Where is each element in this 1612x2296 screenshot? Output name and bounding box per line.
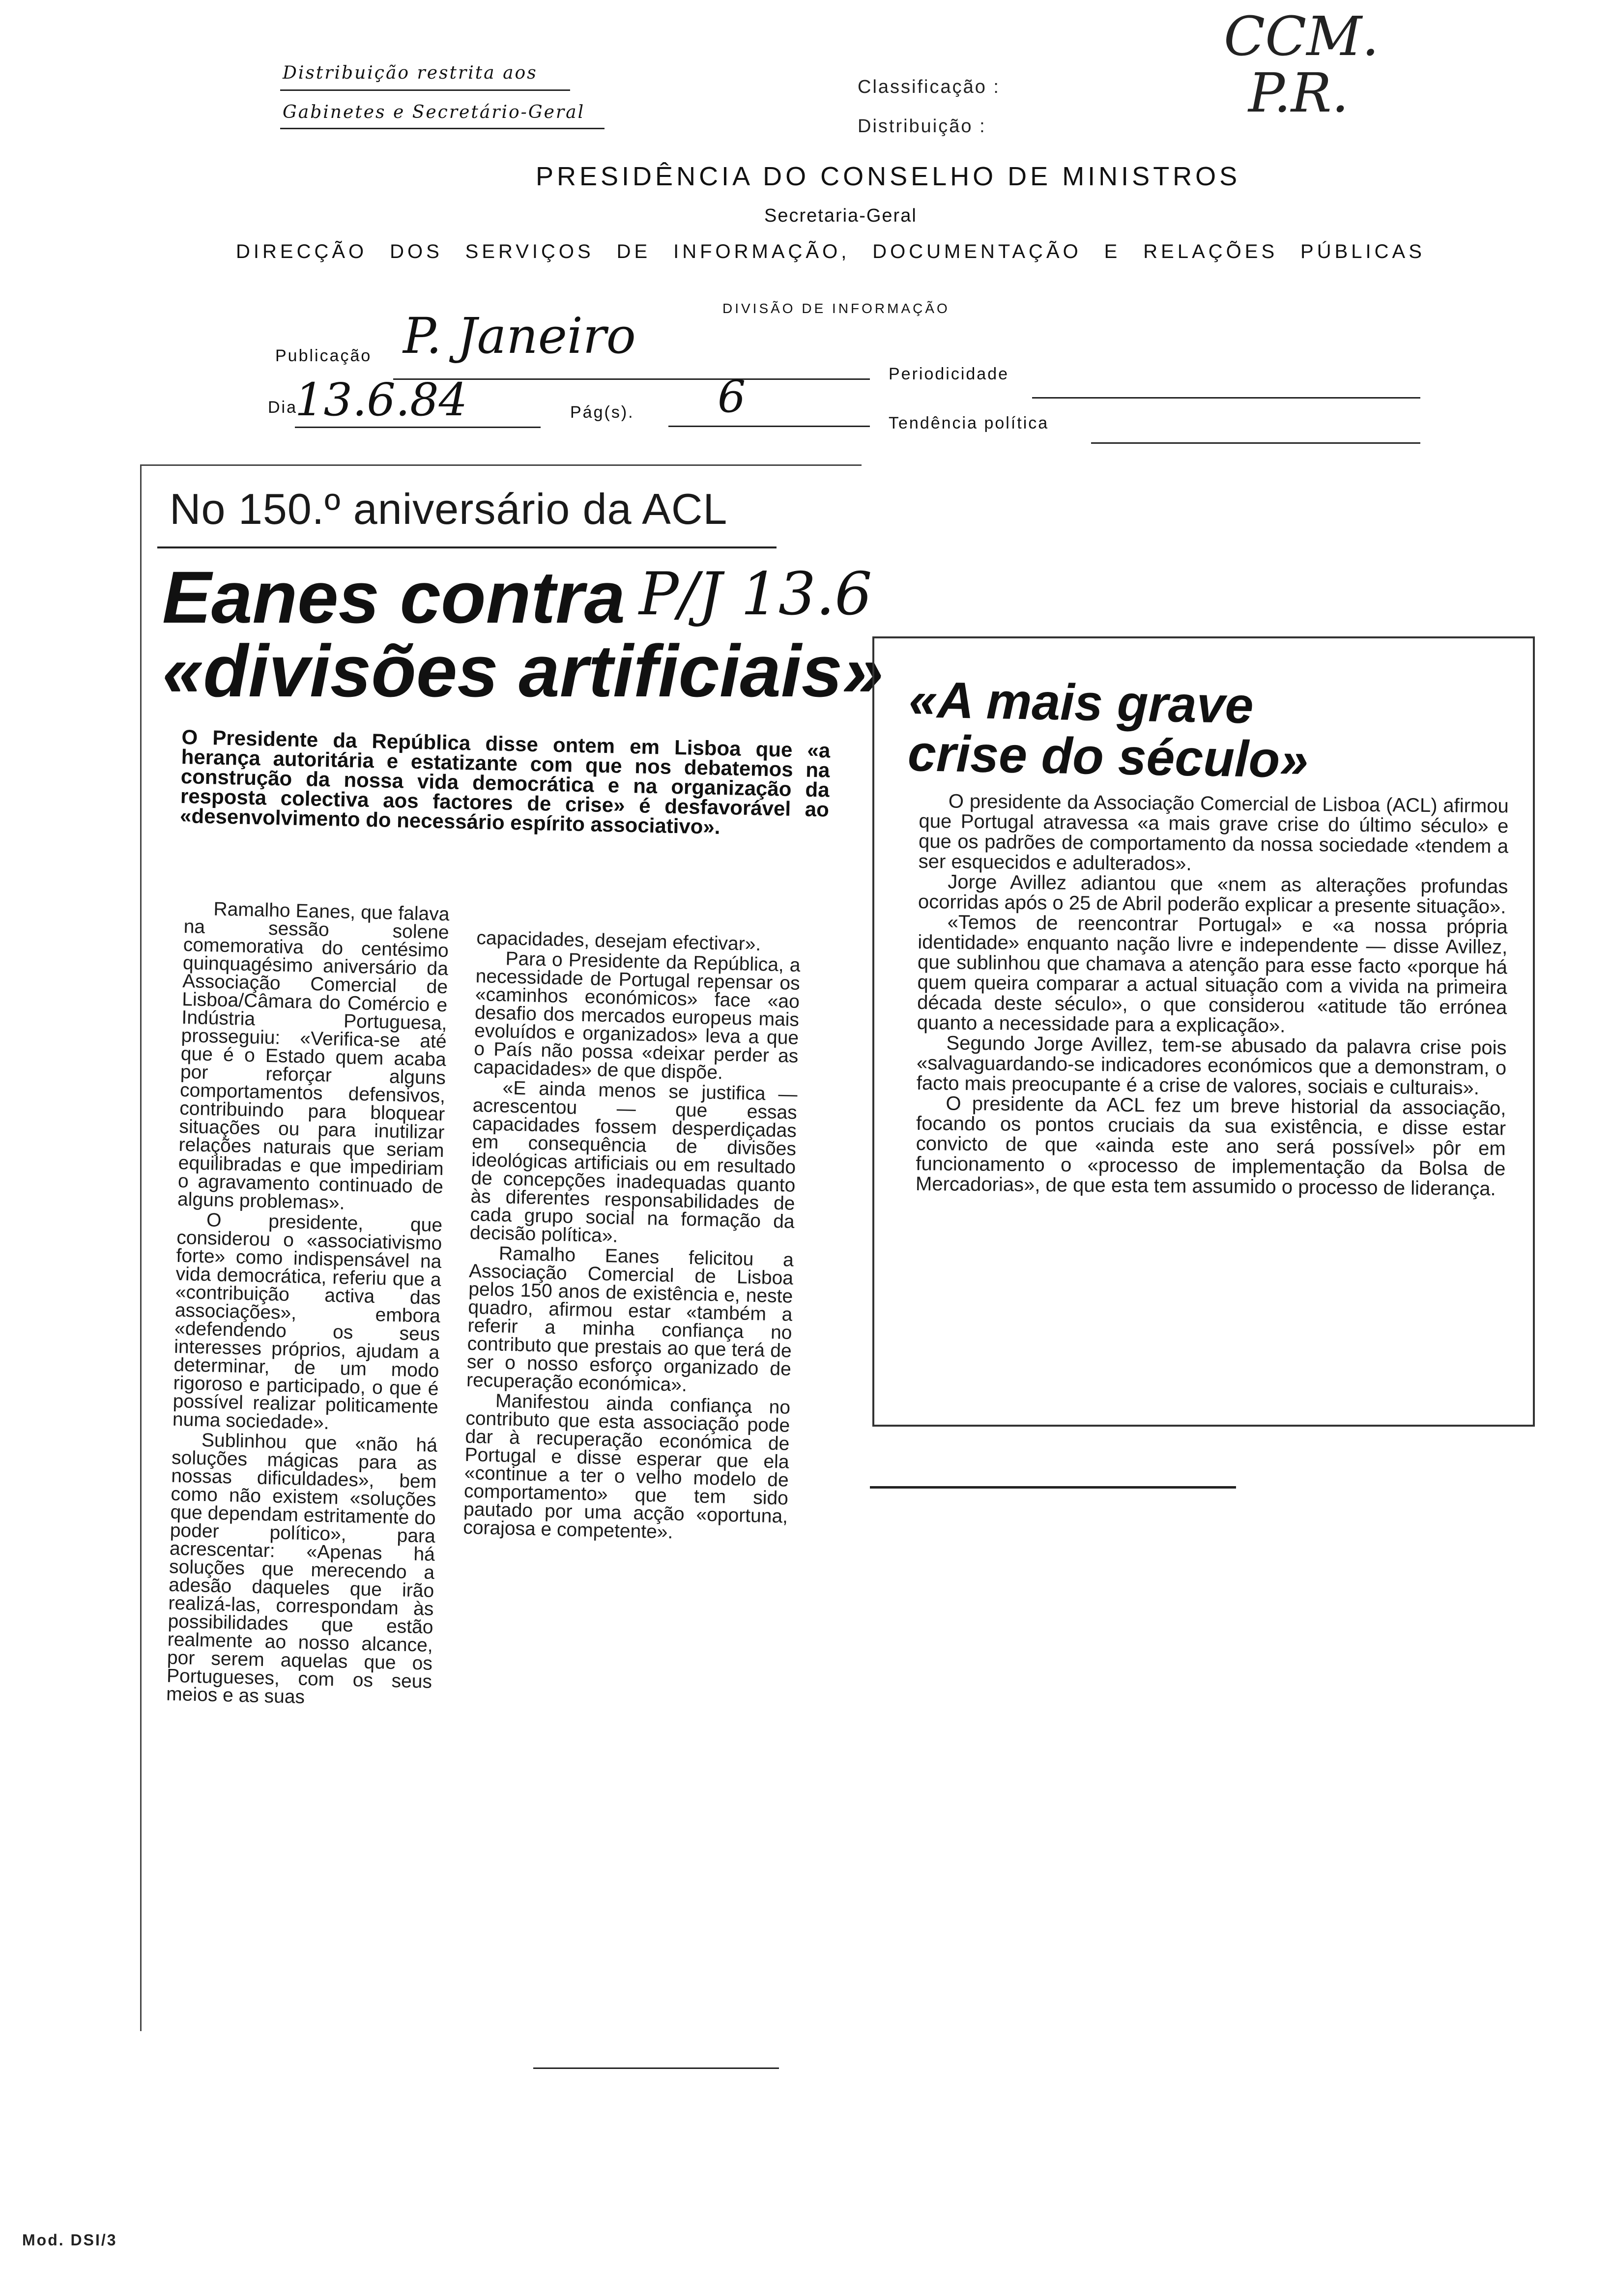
- paragraph: O presidente, que considerou o «associativismo forte» como indispensável na vida democrática, referiu que a «contribuição activa das associações», embora «defendendo os seus interesses próprios, ajudam a determinar, de um modo rigoroso e participado, o que é possível realizar politicamente numa sociedade».: [172, 1209, 443, 1434]
- direccao-word: DIRECÇÃO: [236, 241, 368, 262]
- pags-label: Pág(s).: [570, 403, 634, 422]
- restricted-distribution-line1: Distribuição restrita aos: [283, 63, 538, 83]
- sidebar-headline: [907, 673, 1310, 788]
- direccao-word: E: [1104, 241, 1121, 262]
- direccao-word: DOS: [390, 241, 443, 262]
- restricted-distribution-line2: Gabinetes e Secretário-Geral: [283, 102, 585, 122]
- paragraph: Ramalho Eanes, que falava na sessão solene comemorativa do centésimo quinquagésimo aniversário da Associação Comercial de Lisboa/Câmara do Comércio e Indústria Portuguesa, prosseguiu: «Verifica-se até que é o Estado quem acaba por reforçar alguns comportamentos defensivos, contribuindo para bloquear situações ou para inutilizar relações naturais que seriam equilibradas e que impediriam o agravamento continuado de alguns problemas».: [177, 898, 450, 1214]
- tendencia-line: [1091, 442, 1420, 444]
- direccao-word: INFORMAÇÃO,: [673, 241, 850, 262]
- sidebar-article-body: [916, 791, 1509, 1199]
- paragraph: «Temos de reencontrar Portugal» e «a nossa própria identidade» enquanto nação livre e independente — disse Avillez, que sublinhou que chamava a atenção para esse facto «porque há quem queira comparar a actual situação com a vivida na primeira década deste século», o que considerou «atitude tão errónea quanto a necessidade para a explicação».: [917, 911, 1508, 1037]
- dia-line: [295, 427, 541, 428]
- paragraph: Sublinhou que «não há soluções mágicas para as nossas dificuldades», bem como não existem «soluções que dependam estritamente do poder político», para acrescentar: «Apenas há soluções que merecendo a adesão daqueles que irão realizá-las, correspondam às possibilidades que estão realmente ao nosso alcance, por serem aquelas que os Portugueses, com os seus meios e as suas: [166, 1430, 438, 1708]
- direccao-word: DE: [616, 241, 651, 262]
- underline: [280, 89, 570, 91]
- paragraph: Manifestou ainda confiança no contributo que esta associação pode dar à recuperação económica de Portugal e disse esperar que ela «continue a ter o velho modelo de comportamento» que tem sido pautado por uma acção «oportuna, corajosa e competente».: [462, 1390, 791, 1543]
- direccao-line: [236, 241, 1425, 263]
- paragraph: Ramalho Eanes felicitou a Associação Comercial de Lisboa pelos 150 anos de existência e, neste quadro, afirmou estar «também a referir a minha confiança no contributo que prestais ao que terá de ser o nosso esforço organizado de recuperação económica».: [466, 1243, 794, 1396]
- classificacao-label: Classificação :: [858, 77, 1000, 97]
- periodicidade-label: Periodicidade: [889, 365, 1009, 383]
- direccao-word: DOCUMENTAÇÃO: [872, 241, 1082, 262]
- presidencia-title: PRESIDÊNCIA DO CONSELHO DE MINISTROS: [536, 162, 1241, 191]
- dia-label: Dia: [268, 398, 298, 417]
- divisao-informacao: DIVISÃO DE INFORMAÇÃO: [722, 301, 950, 316]
- periodicidade-line: [1032, 397, 1420, 399]
- stamp-line2: P.R.: [1248, 61, 1349, 124]
- tendencia-label: Tendência política: [889, 414, 1049, 432]
- paragraph: Segundo Jorge Avillez, tem-se abusado da palavra crise pois «salvaguardando-se indicadores económicos que a demonstram, o facto mais preocupante é a crise de valores, sociais e culturais».: [916, 1032, 1507, 1099]
- paragraph: capacidades, desejam efectivar».: [476, 927, 761, 955]
- form-code: Mod. DSI/3: [22, 2231, 117, 2249]
- stamp-line1: CCM.: [1224, 5, 1379, 68]
- article-lead: O Presidente da República disse ontem em Lisboa que «a herança autoritária e estatizante com que nos debatemos na construção da nossa vida democrática e na organização da resposta colectiva aos factores de crise» é desfavorável ao «desenvolvimento do necessário espírito associativo».: [179, 725, 831, 838]
- publicacao-value: P. Janeiro: [403, 307, 636, 365]
- secretaria-geral: Secretaria-Geral: [764, 205, 917, 226]
- underline: [280, 128, 604, 129]
- pags-line: [668, 426, 870, 427]
- publicacao-label: Publicação: [275, 346, 372, 365]
- direccao-word: SERVIÇOS: [465, 241, 594, 262]
- article-column-2: [463, 929, 801, 1546]
- article-end-rule: [533, 2067, 779, 2069]
- headline-line2: «divisões artificiais»: [162, 630, 884, 712]
- sidebar-headline-line2: crise do século»: [907, 725, 1309, 789]
- kicker-rule: [157, 546, 777, 548]
- paragraph: Jorge Avillez adiantou que «nem as alterações profundas ocorridas após o 25 de Abril poderão explicar a presente situação».: [918, 871, 1508, 918]
- paragraph: «E ainda menos se justifica — acrescentou — que essas capacidades fossem desperdiçadas em consequência de divisões ideológicas artificiais ou em resultado de concepções inadequadas quanto às diferentes responsabilidades de cada grupo social na formação da decisão política».: [469, 1077, 798, 1247]
- paragraph: Para o Presidente da República, a necessidade de Portugal repensar os «caminhos económicos» face «ao desafio dos mercados europeus mais evoluídos e organizados» leva a que o País não possa «deixar perder as capacidades» de que dispõe.: [473, 948, 801, 1084]
- paragraph: O presidente da ACL fez um breve historial da associação, focando os pontos cruciais da sua existência, e disse estar convicto de que «ainda este ano será possível» pôr em funcionamento o «processo de implementação da Bolsa de Mercadorias», de que esta tem assumido o processo de liderança.: [915, 1092, 1506, 1200]
- distribuicao-label: Distribuição :: [858, 116, 986, 137]
- direccao-word: PÚBLICAS: [1300, 241, 1425, 262]
- headline-line1: Eanes contra: [162, 556, 626, 638]
- handwritten-margin-note: P/J 13.6: [639, 560, 872, 629]
- dia-value: 13.6.84: [295, 373, 468, 426]
- direccao-word: RELAÇÕES: [1143, 241, 1278, 262]
- sidebar-under-rule: [870, 1486, 1236, 1489]
- article-kicker: No 150.º aniversário da ACL: [170, 485, 728, 533]
- paragraph: O presidente da Associação Comercial de Lisboa (ACL) afirmou que Portugal atravessa «a mais grave crise do último século» e que os padrões de comportamento da nossa sociedade «tendem a ser esquecidos e adulterados».: [918, 790, 1509, 875]
- sidebar-headline-line1: «A mais grave: [908, 671, 1254, 735]
- pags-value: 6: [718, 371, 746, 423]
- article-column-1: [166, 899, 450, 1711]
